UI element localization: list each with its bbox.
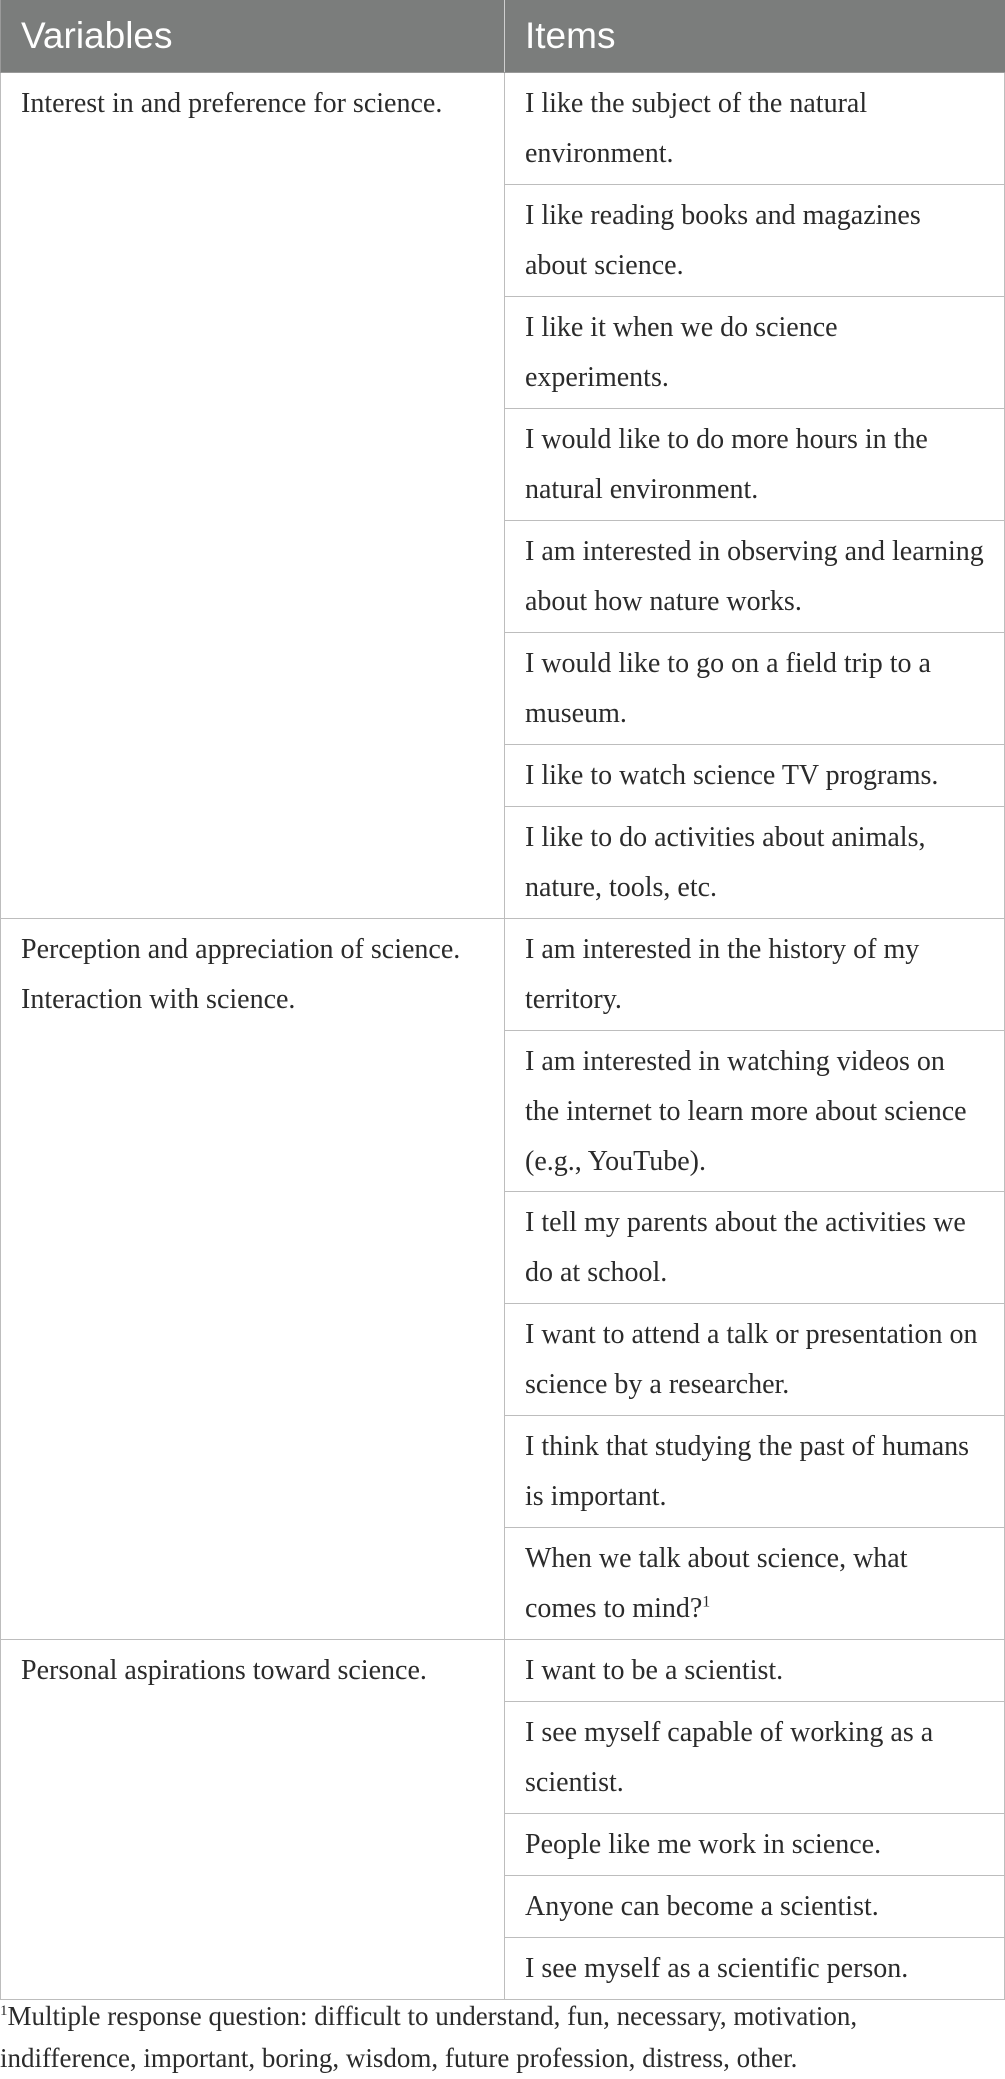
item-cell: I see myself capable of working as a scientist.	[505, 1702, 1005, 1814]
item-cell: I tell my parents about the activities we do at school.	[505, 1192, 1005, 1304]
table-row	[1, 73, 1005, 185]
item-cell-with-footnote	[505, 1528, 1005, 1640]
item-cell: I am interested in observing and learning about how nature works.	[505, 521, 1005, 633]
table-footnote	[0, 1995, 1000, 2079]
item-cell: Anyone can become a scientist.	[505, 1876, 1005, 1938]
footnote-marker: 1	[702, 1593, 711, 1611]
item-cell: I am interested in watching videos on the internet to learn more about science (e.g., YouTube).	[505, 1031, 1005, 1192]
header-items: Items	[505, 0, 1005, 73]
variable-cell-perception: Perception and appreciation of science. Interaction with science.	[1, 919, 505, 1640]
item-cell: People like me work in science.	[505, 1814, 1005, 1876]
header-row	[1, 0, 1005, 73]
table-row	[1, 1640, 1005, 1702]
item-cell: I like to do activities about animals, nature, tools, etc.	[505, 807, 1005, 919]
item-cell: I see myself as a scientific person.	[505, 1938, 1005, 2000]
variable-cell-interest: Interest in and preference for science.	[1, 73, 505, 919]
footnote-number: 1	[0, 2003, 8, 2019]
header-variables: Variables	[1, 0, 505, 73]
item-cell: I want to attend a talk or presentation on science by a researcher.	[505, 1304, 1005, 1416]
item-cell: I like the subject of the natural environment.	[505, 73, 1005, 185]
item-cell: I am interested in the history of my territory.	[505, 919, 1005, 1031]
item-text: When we talk about science, what comes to mind?	[525, 1543, 908, 1624]
item-cell: I like to watch science TV programs.	[505, 745, 1005, 807]
footnote-text: Multiple response question: difficult to understand, fun, necessary, motivation, indifference, important, boring, wisdom, future profession, distress, other.	[0, 2001, 858, 2073]
item-cell: I like reading books and magazines about science.	[505, 185, 1005, 297]
item-cell: I would like to go on a field trip to a museum.	[505, 633, 1005, 745]
item-cell: I would like to do more hours in the natural environment.	[505, 409, 1005, 521]
variable-cell-aspirations: Personal aspirations toward science.	[1, 1640, 505, 2000]
item-cell: I think that studying the past of humans is important.	[505, 1416, 1005, 1528]
item-cell: I like it when we do science experiments.	[505, 297, 1005, 409]
table-row	[1, 919, 1005, 1031]
item-cell: I want to be a scientist.	[505, 1640, 1005, 1702]
